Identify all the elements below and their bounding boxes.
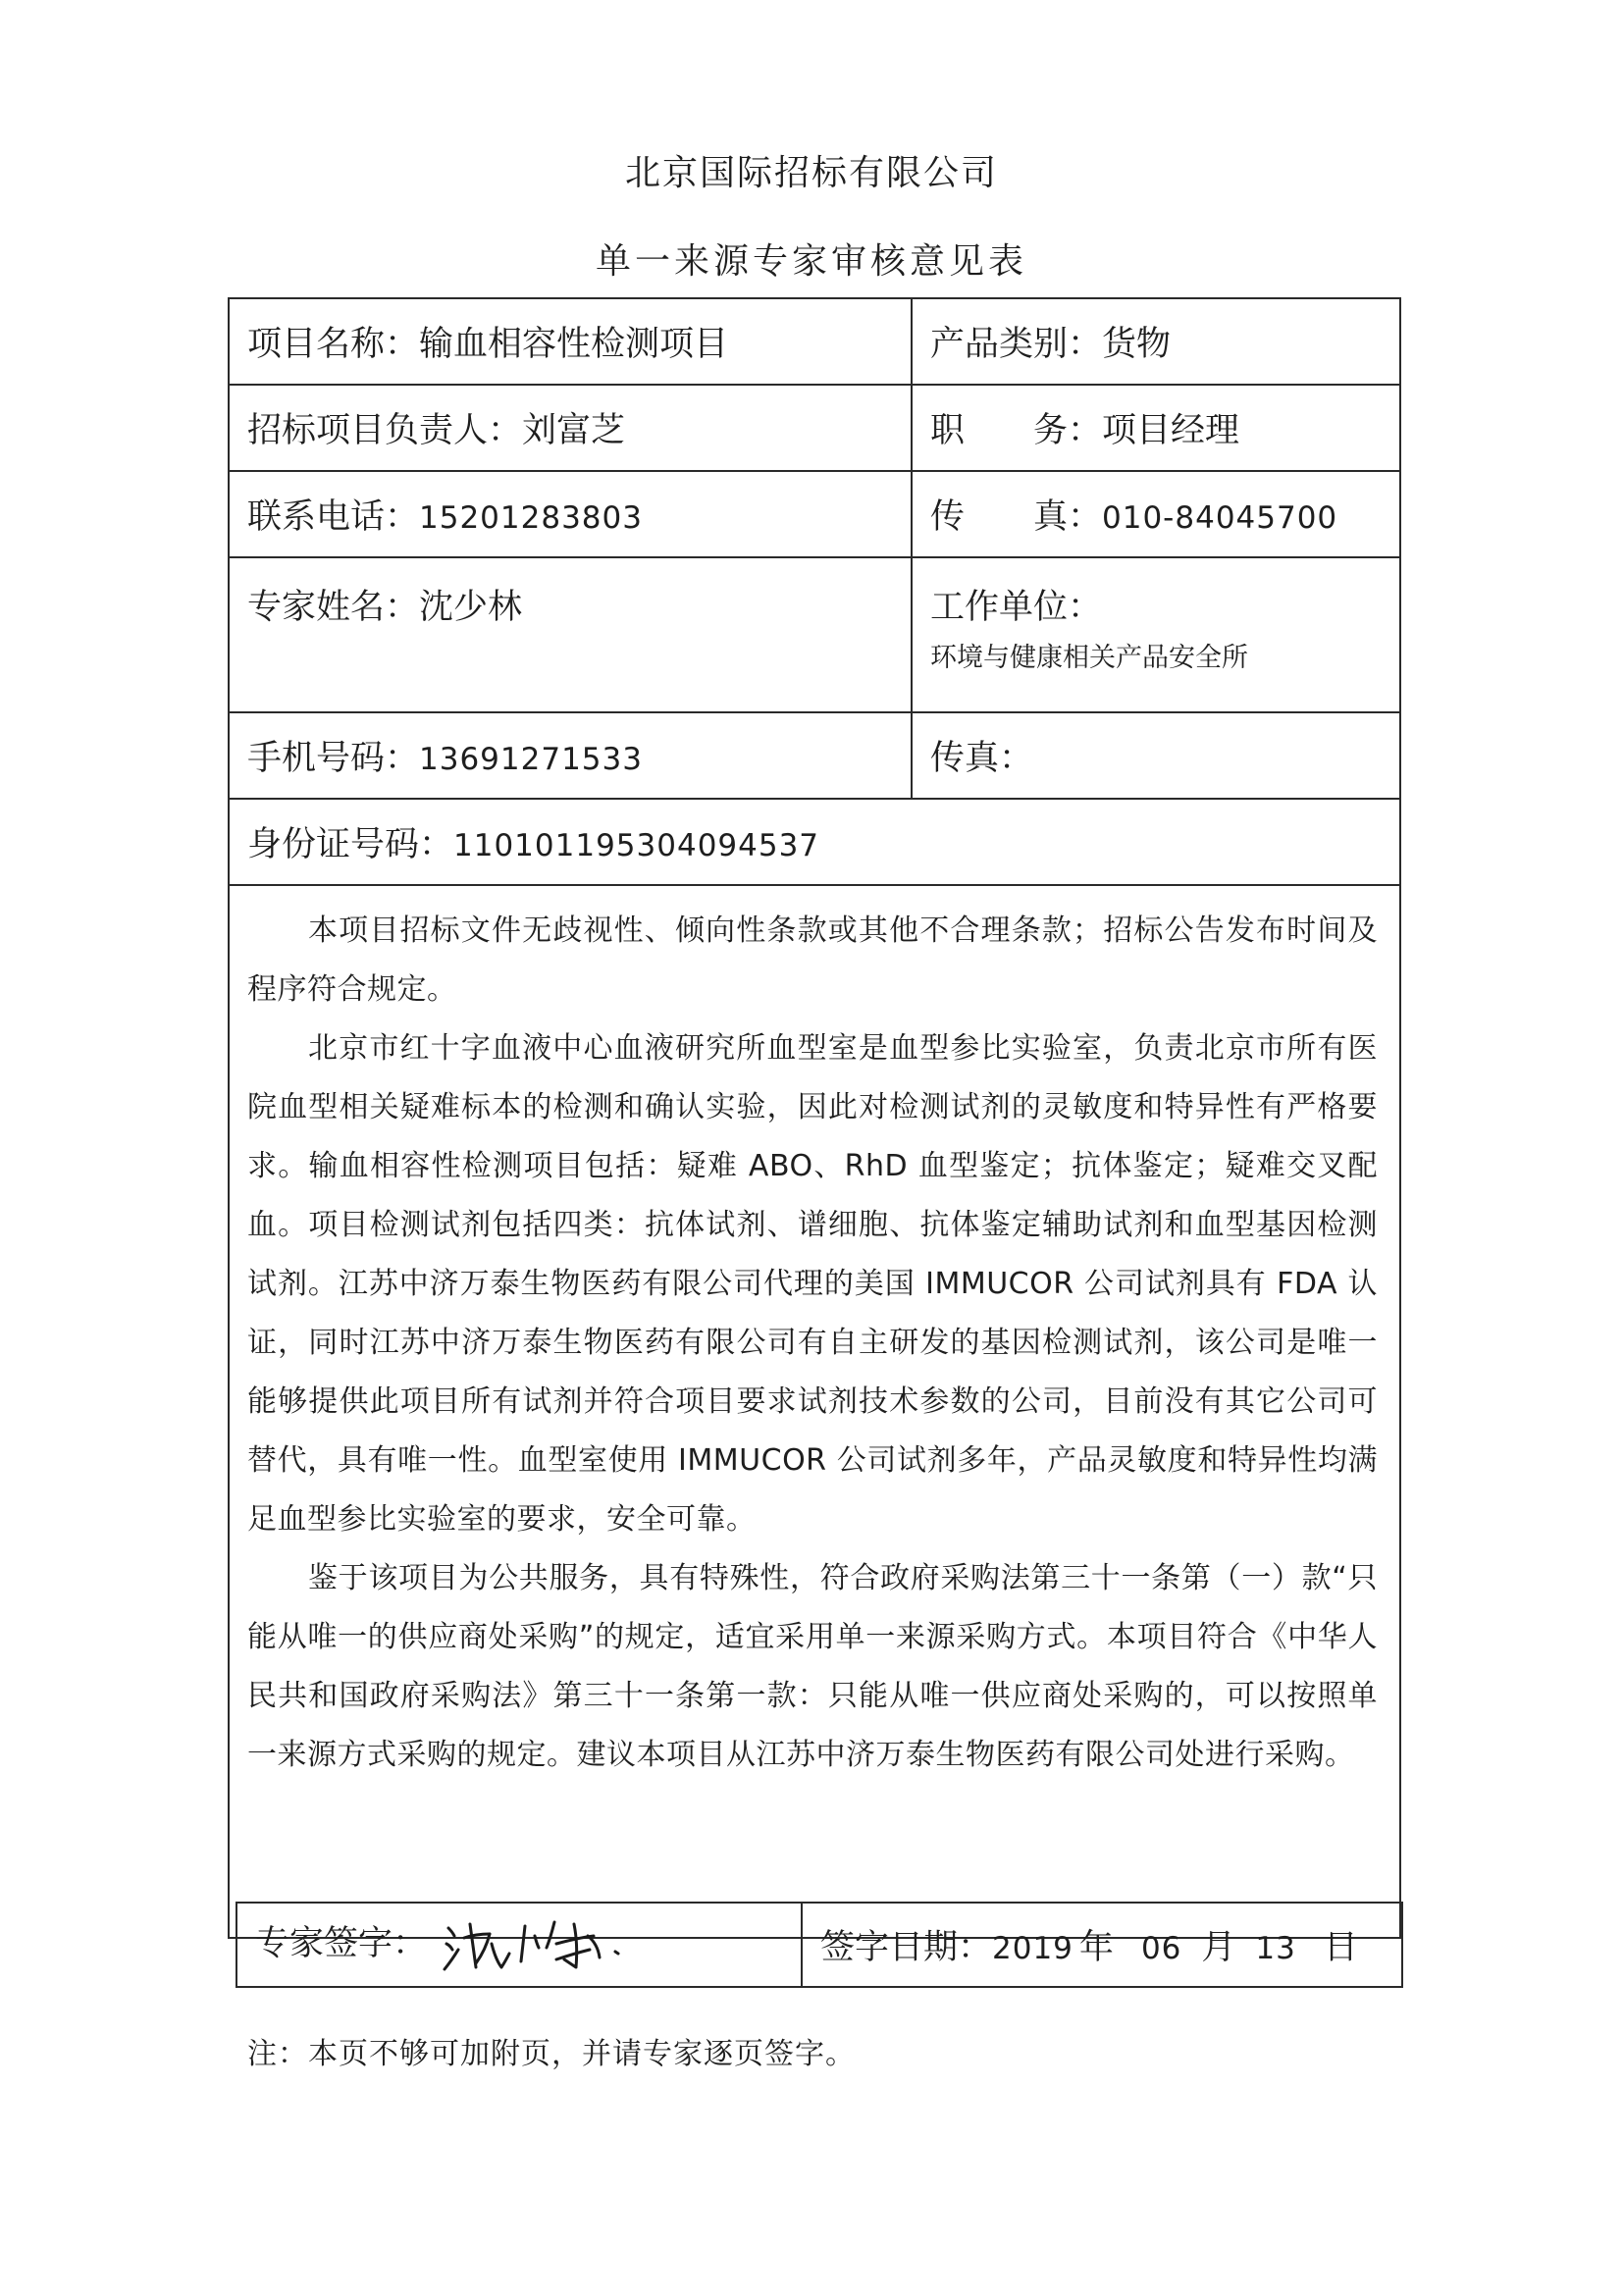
project-name-value: 输血相容性检测项目 <box>419 325 729 364</box>
id-number-cell <box>229 799 1400 885</box>
sign-year: 2019 <box>992 1931 1073 1966</box>
expert-name-cell <box>229 557 912 712</box>
company-title: 北京国际招标有限公司 <box>624 153 998 193</box>
table-row <box>229 298 1400 385</box>
project-name-label: 项目名称： <box>247 325 420 364</box>
table-row <box>229 712 1400 799</box>
review-form-table <box>228 297 1401 1939</box>
signature-table <box>236 1902 1403 1988</box>
opinion-paragraph-2: 北京市红十字血液中心血液研究所血型室是血型参比实验室，负责北京市所有医院血型相关疑难标本的检测和确认实验，因此对检测试剂的灵敏度和特异性有严格要求。输血相容性检测项目包括：疑难 ABO、RhD 血型鉴定；抗体鉴定；疑难交叉配血。项目检测试剂包括四类：抗体试剂、谱细胞、抗体鉴定辅助试剂和血型基因检测试剂。江苏中济万泰生物医药有限公司代理的美国 IMMUCOR 公司试剂具有 FDA 认证，同时江苏中济万泰生物医药有限公司有自主研发的基因检测试剂，该公司是唯一能够提供此项目所有试剂并符合项目要求试剂技术参数的公司，目前没有其它公司可替代，具有唯一性。血型室使用 IMMUCOR 公司试剂多年，产品灵敏度和特异性均满足血型参比实验室的要求，安全可靠。 <box>247 1031 1378 1537</box>
handwritten-signature <box>441 1914 676 1975</box>
manager-label: 招标项目负责人： <box>247 411 523 450</box>
table-row <box>229 557 1400 712</box>
table-row <box>229 885 1400 1938</box>
opinion-cell <box>229 885 1400 1938</box>
fax-cell <box>912 471 1400 557</box>
project-name-cell <box>229 298 912 385</box>
expert-name-label: 专家姓名： <box>247 588 420 627</box>
manager-value: 刘富芝 <box>522 411 626 450</box>
mobile-label: 手机号码： <box>247 739 420 778</box>
opinion-paragraph-3: 鉴于该项目为公共服务，具有特殊性，符合政府采购法第三十一条第（一）款“只能从唯一的供应商处采购”的规定，适宜采用单一来源采购方式。本项目符合《中华人民共和国政府采购法》第三十一条第一款：只能从唯一供应商处采购的，可以按照单一来源方式采购的规定。建议本项目从江苏中济万泰生物医药有限公司处进行采购。 <box>247 1561 1378 1772</box>
phone-cell <box>229 471 912 557</box>
sign-date-label: 签字日期： <box>820 1928 993 1967</box>
id-number-label: 身份证号码： <box>247 825 454 864</box>
sign-month-unit: 月 <box>1201 1928 1236 1967</box>
product-category-cell <box>912 298 1400 385</box>
mobile-cell <box>229 712 912 799</box>
footer-note: 注：本页不够可加附页，并请专家逐页签字。 <box>247 2037 856 2071</box>
expert-signature-cell <box>236 1903 802 1987</box>
product-category-label: 产品类别： <box>930 325 1103 364</box>
work-unit-cell <box>912 557 1400 712</box>
table-row <box>229 799 1400 885</box>
work-unit-label: 工作单位： <box>930 588 1103 627</box>
table-row <box>229 471 1400 557</box>
phone-value: 15201283803 <box>419 500 643 536</box>
position-value: 项目经理 <box>1102 411 1240 450</box>
position-label: 职 务： <box>930 411 1103 450</box>
sign-date-cell <box>802 1903 1402 1987</box>
form-title: 单一来源专家审核意见表 <box>595 241 1027 282</box>
opinion-paragraph-1: 本项目招标文件无歧视性、倾向性条款或其他不合理条款；招标公告发布时间及程序符合规定。 <box>247 913 1378 1007</box>
sign-day: 13 <box>1255 1931 1296 1966</box>
phone-label: 联系电话： <box>247 497 420 537</box>
sign-day-unit: 日 <box>1323 1928 1358 1967</box>
id-number-value: 110101195304094537 <box>453 828 820 863</box>
expert-name-value: 沈少林 <box>419 588 523 627</box>
sign-year-unit: 年 <box>1078 1928 1114 1967</box>
fax-label: 传 真： <box>930 497 1103 537</box>
work-unit-value: 环境与健康相关产品安全所 <box>930 643 1248 673</box>
product-category-value: 货物 <box>1102 325 1172 364</box>
signature-label: 专家签字： <box>255 1924 428 1963</box>
table-row <box>229 385 1400 471</box>
expert-fax-cell <box>912 712 1400 799</box>
sign-month: 06 <box>1140 1931 1182 1966</box>
fax-value: 010-84045700 <box>1102 500 1338 536</box>
table-row <box>236 1903 1402 1987</box>
manager-cell <box>229 385 912 471</box>
mobile-value: 13691271533 <box>419 742 643 777</box>
position-cell <box>912 385 1400 471</box>
expert-fax-label: 传真： <box>930 739 1034 778</box>
